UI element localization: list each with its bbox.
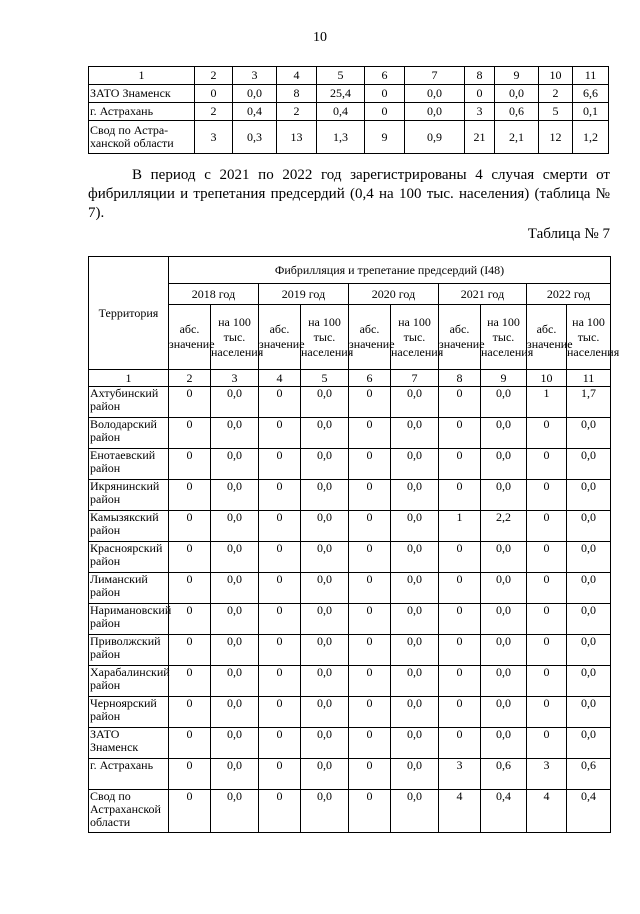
value-cell: 0,0 [481,449,527,480]
value-cell: 0 [527,635,567,666]
value-cell: 0 [259,759,301,790]
value-cell: 1,2 [573,121,609,154]
table-row [89,418,611,449]
column-number: 7 [391,370,439,387]
value-cell: 0,0 [391,635,439,666]
value-cell: 0 [259,635,301,666]
value-cell: 0 [259,449,301,480]
table-row [89,542,611,573]
value-cell: 0,0 [391,728,439,759]
value-cell: 0,0 [391,511,439,542]
value-cell: 0 [465,85,495,103]
value-cell: 0,0 [211,480,259,511]
value-cell: 0 [259,480,301,511]
value-cell: 0 [439,697,481,728]
value-cell: 25,4 [317,85,365,103]
value-cell: 0 [527,449,567,480]
value-cell: 0,0 [391,418,439,449]
column-number: 5 [317,67,365,85]
value-cell: 0 [259,790,301,833]
value-cell: 0 [439,449,481,480]
value-cell: 3 [527,759,567,790]
value-cell: 0,6 [495,103,539,121]
value-cell: 0,0 [391,542,439,573]
abs-value-header: абс. значение [439,305,481,370]
value-cell: 1,7 [567,387,611,418]
value-cell: 0,0 [391,666,439,697]
value-cell: 0,0 [391,759,439,790]
value-cell: 0 [259,604,301,635]
value-cell: 2 [195,103,233,121]
table-row [89,604,611,635]
territory-cell: г. Астрахань [89,103,195,121]
value-cell: 3 [465,103,495,121]
value-cell: 0,0 [391,480,439,511]
value-cell: 0 [349,759,391,790]
value-cell: 0 [439,635,481,666]
value-cell: 0,0 [301,387,349,418]
value-cell: 0 [439,480,481,511]
per-100k-header: на 100 тыс. населения [481,305,527,370]
value-cell: 0 [259,387,301,418]
value-cell: 0,0 [211,449,259,480]
column-number: 3 [233,67,277,85]
table-caption: Таблица № 7 [527,226,610,242]
territory-cell: Енотаевский район [89,449,169,480]
value-cell: 0,0 [301,790,349,833]
abs-value-header: абс. значение [259,305,301,370]
value-cell: 0,0 [391,604,439,635]
per-100k-header: на 100 тыс. населения [391,305,439,370]
value-cell: 3 [195,121,233,154]
value-cell: 6,6 [573,85,609,103]
value-cell: 0 [527,511,567,542]
value-cell: 0 [169,759,211,790]
value-cell: 0,0 [301,666,349,697]
value-cell: 0,0 [481,542,527,573]
value-cell: 1 [439,511,481,542]
value-cell: 0,0 [567,573,611,604]
value-cell: 0 [169,387,211,418]
territory-cell: Ахтубинский район [89,387,169,418]
value-cell: 0,0 [481,387,527,418]
territory-cell: Свод по Астра-ханской области [89,121,195,154]
value-cell: 0 [365,85,405,103]
value-cell: 0,0 [301,542,349,573]
table-row [89,387,611,418]
value-cell: 0,0 [301,449,349,480]
table-row [89,511,611,542]
value-cell: 0 [439,542,481,573]
value-cell: 0 [259,666,301,697]
value-cell: 0,0 [211,666,259,697]
column-number: 6 [365,67,405,85]
value-cell: 0 [527,418,567,449]
value-cell: 0,0 [211,511,259,542]
value-cell: 2,1 [495,121,539,154]
value-cell: 0 [169,635,211,666]
territory-header: Территория [89,257,169,370]
value-cell: 0,6 [481,759,527,790]
value-cell: 0,0 [211,418,259,449]
value-cell: 0 [349,697,391,728]
page-number: 10 [313,30,327,45]
value-cell: 0 [259,542,301,573]
value-cell: 0,0 [567,418,611,449]
value-cell: 0 [349,480,391,511]
value-cell: 0 [439,387,481,418]
column-number: 4 [259,370,301,387]
value-cell: 0 [349,418,391,449]
value-cell: 0,0 [481,728,527,759]
value-cell: 0 [259,697,301,728]
value-cell: 0,0 [211,635,259,666]
value-cell: 0 [527,666,567,697]
value-cell: 0 [349,728,391,759]
value-cell: 0 [439,666,481,697]
value-cell: 0,0 [481,480,527,511]
value-cell: 0 [439,418,481,449]
value-cell: 0,4 [481,790,527,833]
table-row [89,573,611,604]
year-header: 2020 год [349,284,439,305]
value-cell: 0,4 [567,790,611,833]
value-cell: 0 [365,103,405,121]
value-cell: 0,0 [301,604,349,635]
value-cell: 0,0 [481,604,527,635]
value-cell: 0,1 [573,103,609,121]
value-cell: 5 [539,103,573,121]
value-cell: 0,0 [481,418,527,449]
value-cell: 0 [439,728,481,759]
value-cell: 0 [349,635,391,666]
abs-value-header: абс. значение [169,305,211,370]
value-cell: 0,0 [301,480,349,511]
value-cell: 0,0 [301,511,349,542]
value-cell: 0,0 [567,635,611,666]
column-number: 1 [89,370,169,387]
value-cell: 13 [277,121,317,154]
table-continued [88,66,609,154]
column-number: 2 [195,67,233,85]
value-cell: 0,0 [211,573,259,604]
table-row [89,697,611,728]
territory-cell: Свод по Астраханской области [89,790,169,833]
value-cell: 0 [349,449,391,480]
paragraph: В период с 2021 по 2022 год зарегистрированы 4 случая смерти от фибрилляции и трепетания предсердий (0,4 на 100 тыс. населения) (таблица № 7). [88,167,610,221]
column-number: 1 [89,67,195,85]
column-number: 11 [573,67,609,85]
abs-value-header: абс. значение [527,305,567,370]
value-cell: 4 [527,790,567,833]
territory-cell: Красноярский район [89,542,169,573]
value-cell: 0 [169,604,211,635]
territory-cell: г. Астрахань [89,759,169,790]
value-cell: 0 [169,697,211,728]
per-100k-header: на 100 тыс. населения [567,305,611,370]
value-cell: 2,2 [481,511,527,542]
header-row [89,67,609,85]
value-cell: 0,0 [233,85,277,103]
value-cell: 0 [169,480,211,511]
year-header: 2018 год [169,284,259,305]
table-row [89,728,611,759]
value-cell: 0,0 [567,666,611,697]
value-cell: 0,0 [211,542,259,573]
value-cell: 0,0 [301,635,349,666]
column-number: 4 [277,67,317,85]
table-row [89,666,611,697]
table-row [89,759,611,790]
value-cell: 0,0 [211,604,259,635]
value-cell: 0 [169,542,211,573]
value-cell: 0 [349,542,391,573]
territory-cell: Камызякский район [89,511,169,542]
value-cell: 0,0 [481,635,527,666]
value-cell: 0 [259,511,301,542]
value-cell: 0,0 [301,418,349,449]
value-cell: 0 [349,790,391,833]
value-cell: 0 [169,790,211,833]
value-cell: 0 [169,418,211,449]
territory-cell: ЗАТО Знаменск [89,85,195,103]
value-cell: 0,0 [301,697,349,728]
value-cell: 0 [259,573,301,604]
value-cell: 0,0 [567,480,611,511]
value-cell: 0 [349,387,391,418]
column-number: 11 [567,370,611,387]
territory-cell: Лиманский район [89,573,169,604]
value-cell: 21 [465,121,495,154]
column-number: 9 [481,370,527,387]
value-cell: 0,9 [405,121,465,154]
value-cell: 0 [527,728,567,759]
value-cell: 0,3 [233,121,277,154]
column-number: 9 [495,67,539,85]
year-header: 2019 год [259,284,349,305]
value-cell: 0,0 [391,790,439,833]
table-row [89,480,611,511]
value-cell: 0 [259,728,301,759]
value-cell: 0,0 [391,573,439,604]
column-number: 7 [405,67,465,85]
table-row [89,790,611,833]
column-number: 5 [301,370,349,387]
table-row [89,121,609,154]
value-cell: 0,0 [405,85,465,103]
territory-cell: Приволжский район [89,635,169,666]
value-cell: 0 [349,604,391,635]
value-cell: 0,6 [567,759,611,790]
territory-cell: Черноярский район [89,697,169,728]
value-cell: 0 [259,418,301,449]
year-header: 2022 год [527,284,611,305]
value-cell: 0 [527,573,567,604]
value-cell: 0 [349,666,391,697]
territory-cell: ЗАТО Знаменск [89,728,169,759]
value-cell: 0 [527,697,567,728]
value-cell: 0 [527,604,567,635]
group-header: Фибрилляция и трепетание предсердий (I48) [169,257,611,284]
year-header: 2021 год [439,284,527,305]
value-cell: 0 [169,511,211,542]
table-row [89,103,609,121]
value-cell: 0,0 [211,790,259,833]
value-cell: 0,0 [301,759,349,790]
abs-value-header: абс. значение [349,305,391,370]
column-number: 8 [465,67,495,85]
territory-cell: Володарский район [89,418,169,449]
value-cell: 0,0 [391,449,439,480]
value-cell: 4 [439,790,481,833]
value-cell: 0 [439,604,481,635]
value-cell: 0,0 [391,697,439,728]
table-row [89,449,611,480]
value-cell: 9 [365,121,405,154]
value-cell: 0,0 [391,387,439,418]
value-cell: 12 [539,121,573,154]
value-cell: 0,0 [301,573,349,604]
value-cell: 0 [527,542,567,573]
value-cell: 0 [195,85,233,103]
value-cell: 0,0 [481,697,527,728]
value-cell: 0,0 [567,511,611,542]
per-100k-header: на 100 тыс. населения [301,305,349,370]
value-cell: 3 [439,759,481,790]
table-row [89,635,611,666]
value-cell: 8 [277,85,317,103]
value-cell: 2 [277,103,317,121]
value-cell: 0,0 [495,85,539,103]
per-100k-header: на 100 тыс. населения [211,305,259,370]
value-cell: 0 [169,666,211,697]
value-cell: 0,0 [567,604,611,635]
value-cell: 0,4 [233,103,277,121]
value-cell: 0,0 [211,697,259,728]
value-cell: 0 [169,449,211,480]
territory-cell: Харабалинский район [89,666,169,697]
value-cell: 0,0 [567,728,611,759]
value-cell: 0 [169,573,211,604]
table-row [89,85,609,103]
column-number: 2 [169,370,211,387]
value-cell: 0,0 [301,728,349,759]
value-cell: 0,0 [567,697,611,728]
territory-cell: Наримановский район [89,604,169,635]
value-cell: 0 [349,511,391,542]
value-cell: 0 [349,573,391,604]
value-cell: 0,0 [211,387,259,418]
value-cell: 0,0 [481,573,527,604]
value-cell: 0 [169,728,211,759]
value-cell: 0 [439,573,481,604]
column-number: 3 [211,370,259,387]
value-cell: 1,3 [317,121,365,154]
value-cell: 0,0 [405,103,465,121]
value-cell: 2 [539,85,573,103]
value-cell: 1 [527,387,567,418]
value-cell: 0 [527,480,567,511]
value-cell: 0,4 [317,103,365,121]
column-number: 10 [527,370,567,387]
value-cell: 0,0 [211,759,259,790]
column-number: 10 [539,67,573,85]
value-cell: 0,0 [481,666,527,697]
value-cell: 0,0 [567,449,611,480]
value-cell: 0,0 [211,728,259,759]
territory-cell: Икрянинский район [89,480,169,511]
column-number: 6 [349,370,391,387]
column-number: 8 [439,370,481,387]
table-7 [88,256,620,833]
value-cell: 0,0 [567,542,611,573]
